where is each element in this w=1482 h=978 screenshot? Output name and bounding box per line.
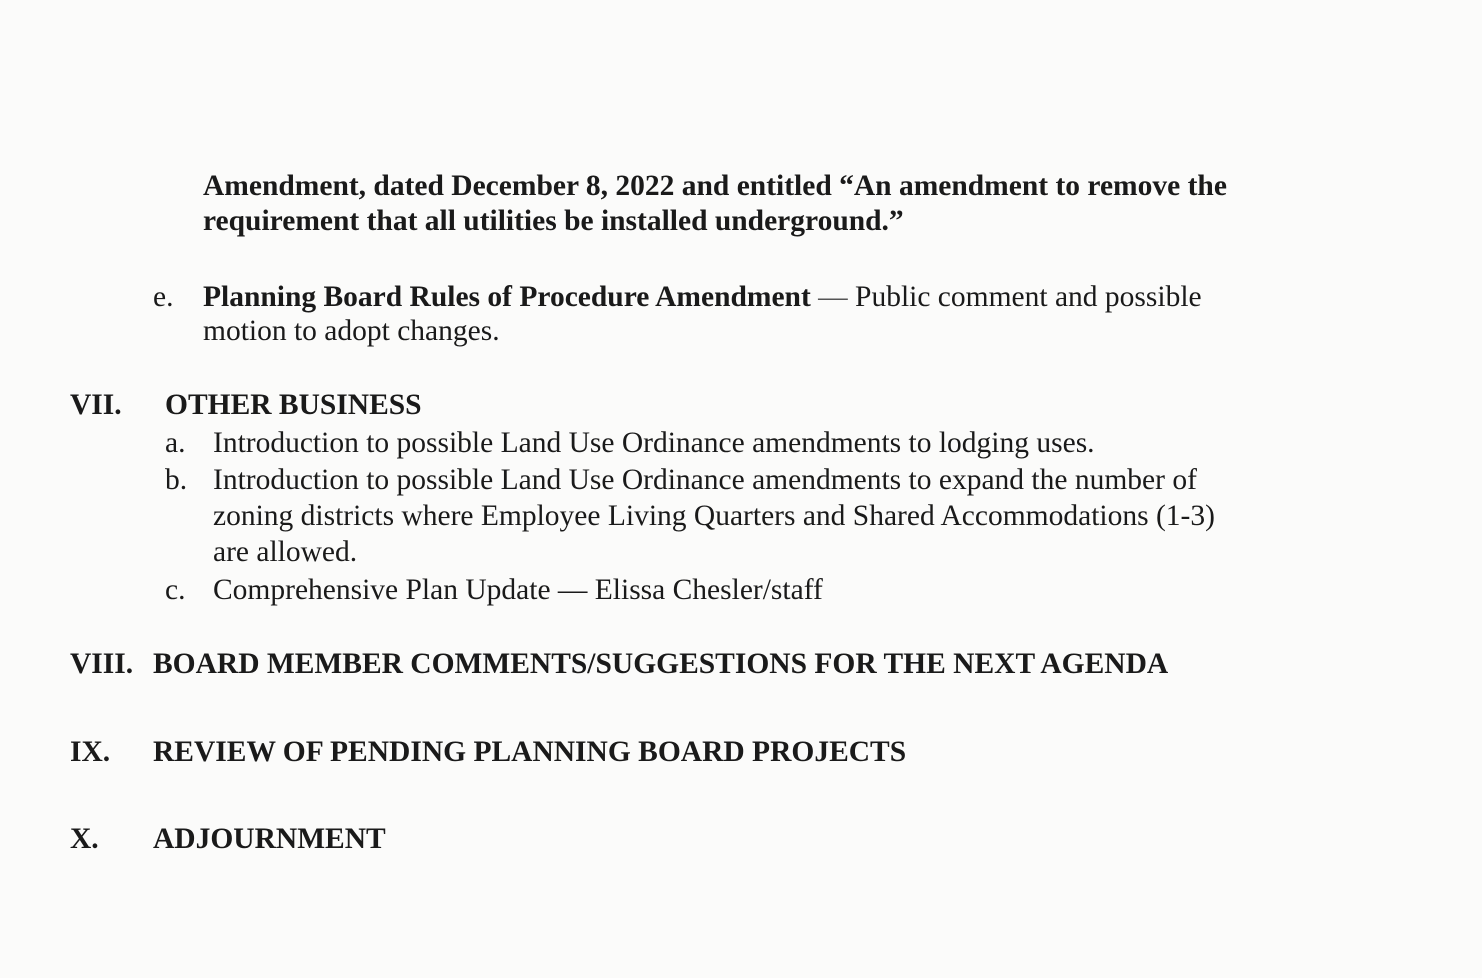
item-e-letter: e.	[153, 281, 174, 313]
section-ix-heading: REVIEW OF PENDING PLANNING BOARD PROJECTS	[153, 736, 907, 768]
section-ix-numeral: IX.	[70, 736, 111, 768]
section-x-heading: ADJOURNMENT	[153, 823, 386, 855]
item-b-line-1: Introduction to possible Land Use Ordinance amendments to expand the number of	[213, 464, 1197, 496]
item-e-text: Public comment and possible	[855, 281, 1202, 313]
item-a-line-1: Introduction to possible Land Use Ordinance amendments to lodging uses.	[213, 427, 1095, 459]
item-a-letter: a.	[165, 427, 186, 459]
item-c-letter: c.	[165, 574, 186, 606]
section-viii-heading: BOARD MEMBER COMMENTS/SUGGESTIONS FOR THE NEXT AGENDA	[153, 648, 1169, 680]
continuation-line-1: Amendment, dated December 8, 2022 and entitled “An amendment to remove the	[203, 170, 1227, 202]
continuation-line-2: requirement that all utilities be installed underground.”	[203, 205, 904, 237]
section-vii-heading: OTHER BUSINESS	[165, 389, 422, 421]
section-viii-numeral: VIII.	[70, 648, 134, 680]
section-x-numeral: X.	[70, 823, 99, 855]
section-vii-numeral: VII.	[70, 389, 122, 421]
item-c-line-1: Comprehensive Plan Update — Elissa Chesler/staff	[213, 574, 823, 606]
item-e-line-1	[203, 279, 1202, 315]
item-b-line-3: are allowed.	[213, 536, 358, 568]
item-e-title: Planning Board Rules of Procedure Amendment	[203, 281, 811, 313]
item-e-dash: —	[810, 281, 856, 313]
item-b-letter: b.	[165, 464, 188, 496]
item-b-line-2: zoning districts where Employee Living Quarters and Shared Accommodations (1-3)	[213, 500, 1215, 532]
item-e-line-2: motion to adopt changes.	[203, 315, 500, 347]
